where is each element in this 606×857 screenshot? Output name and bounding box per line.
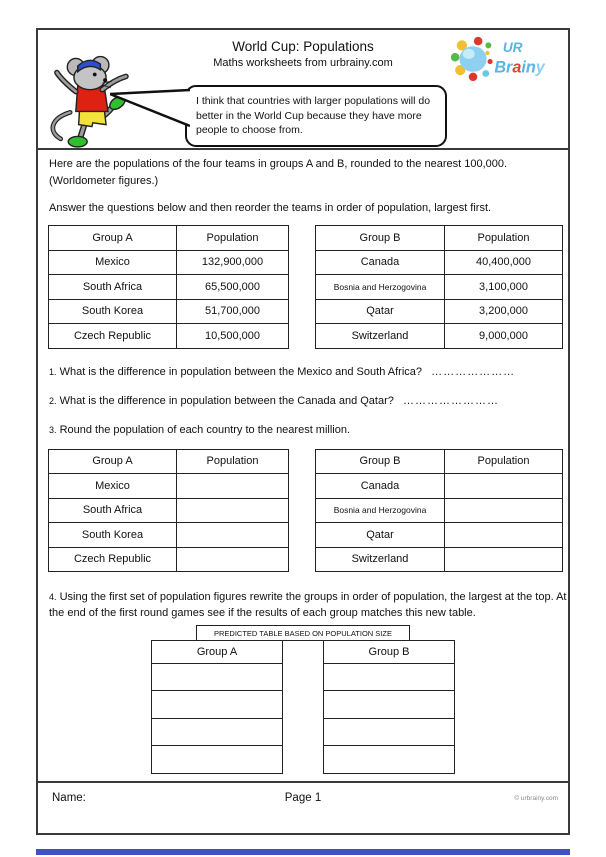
instructions-paragraph: Answer the questions below and then reorder the teams in order of population, largest first. bbox=[49, 202, 492, 214]
blank-answer-cell bbox=[324, 746, 455, 774]
name-label: Name: bbox=[52, 792, 86, 804]
country-cell: Bosnia and Herzogovina bbox=[316, 498, 445, 523]
table-row bbox=[49, 324, 289, 349]
predicted-tables-row bbox=[48, 640, 558, 774]
table-row bbox=[49, 250, 289, 275]
question-number: 1. bbox=[49, 366, 57, 377]
population-header-cell: Population bbox=[177, 449, 289, 474]
country-cell: Switzerland bbox=[316, 547, 445, 572]
page-subtitle: Maths worksheets from urbrainy.com bbox=[213, 57, 393, 69]
table-row bbox=[49, 474, 289, 499]
copyright-notice: © urbrainy.com bbox=[514, 795, 558, 802]
population-header-cell: Population bbox=[177, 226, 289, 251]
intro-paragraph: Here are the populations of the four teams in groups A and B, rounded to the nearest 100,000. (Worldometer figures.) bbox=[49, 158, 508, 187]
question-number: 2. bbox=[49, 395, 57, 406]
question-1 bbox=[49, 366, 558, 378]
blank-answer-cell bbox=[152, 746, 283, 774]
speech-bubble-tail bbox=[110, 88, 190, 132]
table-row bbox=[49, 523, 289, 548]
country-cell: Czech Republic bbox=[49, 547, 177, 572]
group-a-population-table bbox=[48, 225, 289, 349]
blank-answer-cell bbox=[152, 691, 283, 719]
blank-answer-cell bbox=[152, 663, 283, 691]
country-cell: South Korea bbox=[49, 523, 177, 548]
group-b-population-table bbox=[315, 225, 563, 349]
group-b-header-cell: Group B bbox=[316, 226, 445, 251]
table-row bbox=[152, 663, 283, 691]
blank-answer-cell bbox=[177, 547, 289, 572]
table-row bbox=[324, 663, 455, 691]
table-row bbox=[324, 718, 455, 746]
page-number: Page 1 bbox=[284, 792, 322, 804]
group-a-header-cell: Group A bbox=[49, 226, 177, 251]
group-b-rounding-table bbox=[315, 449, 563, 573]
bottom-accent-bar bbox=[36, 849, 570, 855]
country-cell: Qatar bbox=[316, 523, 445, 548]
table-row bbox=[316, 498, 563, 523]
country-cell: South Africa bbox=[49, 498, 177, 523]
country-cell: Bosnia and Herzogovina bbox=[316, 275, 445, 300]
rounding-tables-row bbox=[48, 449, 558, 573]
question-4 bbox=[49, 590, 569, 622]
question-text: What is the difference in population between the Mexico and South Africa? bbox=[59, 365, 422, 378]
population-cell: 3,100,000 bbox=[445, 275, 563, 300]
blank-answer-cell bbox=[177, 498, 289, 523]
blank-answer-cell bbox=[445, 523, 563, 548]
table-row bbox=[49, 498, 289, 523]
logo-globe-icon bbox=[459, 46, 486, 72]
country-cell: South Korea bbox=[49, 299, 177, 324]
population-cell: 65,500,000 bbox=[177, 275, 289, 300]
blank-answer-cell bbox=[445, 498, 563, 523]
speech-bubble: I think that countries with larger populations will do better in the World Cup because they have more people to choose from. bbox=[185, 85, 447, 147]
population-tables-row bbox=[48, 225, 558, 349]
country-cell: Canada bbox=[316, 250, 445, 275]
population-cell: 51,700,000 bbox=[177, 299, 289, 324]
group-b-header-cell: Group B bbox=[324, 640, 455, 663]
country-cell: Canada bbox=[316, 474, 445, 499]
question-number: 3. bbox=[49, 424, 57, 435]
country-cell: Mexico bbox=[49, 474, 177, 499]
question-text: What is the difference in population between the Canada and Qatar? bbox=[59, 394, 394, 407]
question-text: Using the first set of population figures rewrite the groups in order of population, the largest at the top. At the end of the first round games see if the results of each group matches this new table. bbox=[49, 591, 567, 619]
table-row bbox=[49, 299, 289, 324]
table-row bbox=[152, 718, 283, 746]
page-title: World Cup: Populations bbox=[232, 39, 374, 54]
group-a-header-cell: Group A bbox=[152, 640, 283, 663]
population-cell: 10,500,000 bbox=[177, 324, 289, 349]
answer-line: …………………… bbox=[402, 394, 499, 407]
population-cell: 40,400,000 bbox=[445, 250, 563, 275]
population-header-cell: Population bbox=[445, 226, 563, 251]
table-row bbox=[316, 250, 563, 275]
answer-line: ………………… bbox=[431, 365, 516, 378]
country-cell: Switzerland bbox=[316, 324, 445, 349]
table-row bbox=[324, 691, 455, 719]
question-text: Round the population of each country to the nearest million. bbox=[59, 423, 351, 436]
table-row bbox=[316, 523, 563, 548]
country-cell: South Africa bbox=[49, 275, 177, 300]
blank-answer-cell bbox=[177, 474, 289, 499]
country-cell: Qatar bbox=[316, 299, 445, 324]
predicted-group-b-table bbox=[323, 640, 455, 774]
blank-answer-cell bbox=[177, 523, 289, 548]
worksheet-footer bbox=[38, 781, 568, 833]
group-a-header-cell: Group A bbox=[49, 449, 177, 474]
question-3 bbox=[49, 424, 558, 436]
table-row bbox=[152, 746, 283, 774]
table-row bbox=[316, 299, 563, 324]
urbrainy-logo bbox=[450, 31, 554, 87]
table-row bbox=[49, 547, 289, 572]
blank-answer-cell bbox=[445, 547, 563, 572]
table-row bbox=[49, 275, 289, 300]
table-row bbox=[316, 474, 563, 499]
predicted-table-section bbox=[48, 625, 558, 774]
blank-answer-cell bbox=[152, 718, 283, 746]
blank-answer-cell bbox=[324, 663, 455, 691]
population-cell: 9,000,000 bbox=[445, 324, 563, 349]
blank-answer-cell bbox=[324, 718, 455, 746]
blank-answer-cell bbox=[324, 691, 455, 719]
table-row bbox=[152, 691, 283, 719]
logo-text-brainy: Brainy bbox=[494, 58, 545, 77]
group-b-header-cell: Group B bbox=[316, 449, 445, 474]
worksheet-content bbox=[38, 156, 568, 774]
country-cell: Mexico bbox=[49, 250, 177, 275]
table-row bbox=[316, 275, 563, 300]
blank-answer-cell bbox=[445, 474, 563, 499]
worksheet-frame bbox=[36, 28, 570, 835]
population-cell: 3,200,000 bbox=[445, 299, 563, 324]
table-row bbox=[316, 324, 563, 349]
worksheet-header bbox=[38, 30, 568, 150]
predicted-table-label: PREDICTED TABLE BASED ON POPULATION SIZE bbox=[196, 625, 410, 641]
population-header-cell: Population bbox=[445, 449, 563, 474]
logo-text-ur: UR bbox=[502, 40, 523, 56]
table-row bbox=[316, 547, 563, 572]
predicted-group-a-table bbox=[151, 640, 283, 774]
question-2 bbox=[49, 395, 558, 407]
question-number: 4. bbox=[49, 592, 57, 602]
table-row bbox=[324, 746, 455, 774]
group-a-rounding-table bbox=[48, 449, 289, 573]
population-cell: 132,900,000 bbox=[177, 250, 289, 275]
country-cell: Czech Republic bbox=[49, 324, 177, 349]
